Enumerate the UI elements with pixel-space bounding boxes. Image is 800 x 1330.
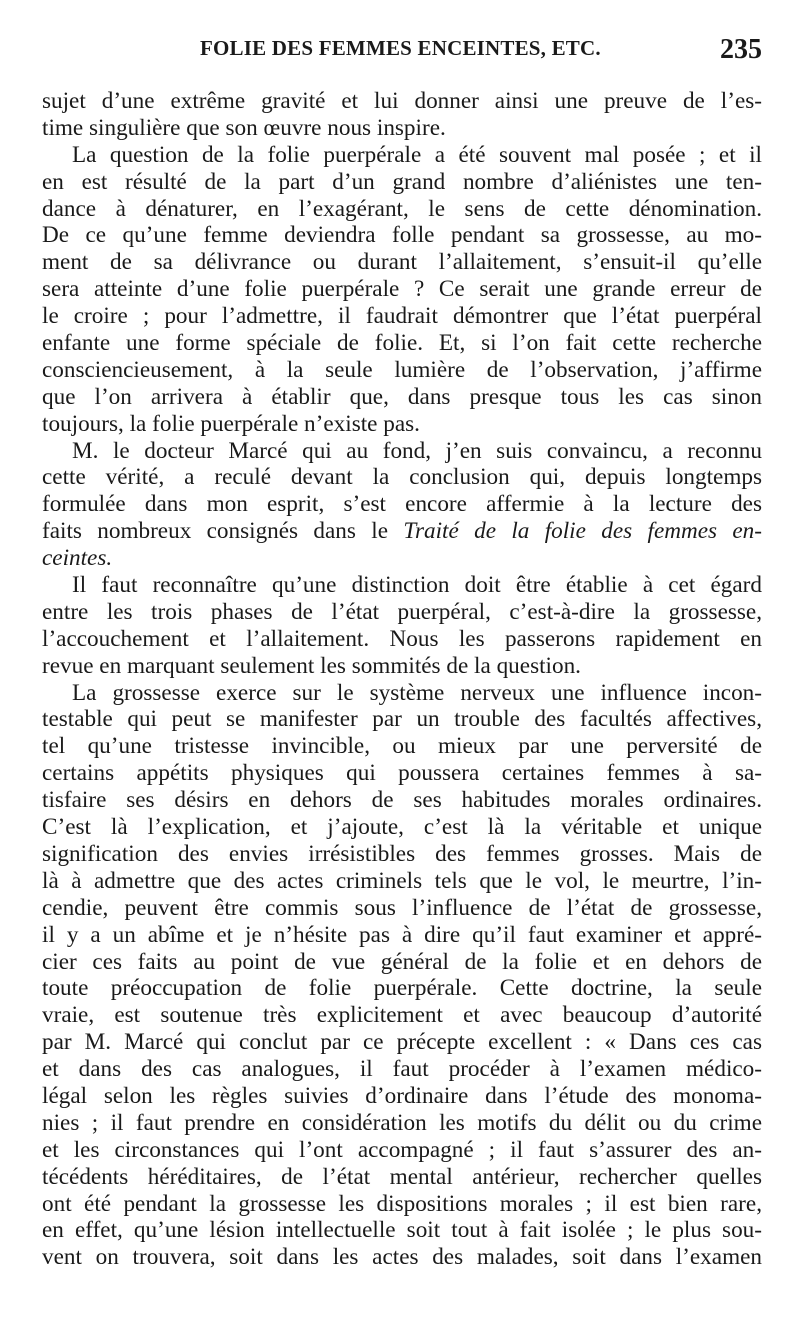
text-line-content: faits nombreux consignés dans le bbox=[42, 518, 404, 545]
text-line bbox=[42, 572, 762, 599]
text-line-content: ment de sa délivrance ou durant l’allaitement, s’ensuit-il qu’elle bbox=[42, 249, 762, 276]
text-line bbox=[42, 653, 762, 680]
text-line-content: en est résulté de la part d’un grand nombre d’aliénistes une ten- bbox=[42, 168, 762, 195]
text-line bbox=[42, 841, 762, 868]
text-line-content: nies ; il faut prendre en considération les motifs du délit ou du crime bbox=[42, 1109, 762, 1136]
text-line bbox=[42, 330, 762, 357]
text-line-content: ont été pendant la grossesse les dispositions morales ; il est bien rare, bbox=[42, 1190, 762, 1217]
text-line-content: enfante une forme spéciale de folie. Et, si l’on fait cette recherche bbox=[42, 330, 762, 357]
text-line-content: toujours, la folie puerpérale n’existe pas. bbox=[42, 410, 420, 437]
text-line-content: técédents héréditaires, de l’état mental antérieur, rechercher quelles bbox=[42, 1163, 762, 1190]
text-line-content: formulée dans mon esprit, s’est encore affermie à la lecture des bbox=[42, 491, 762, 518]
text-line bbox=[42, 706, 762, 733]
text-line bbox=[42, 1164, 762, 1191]
text-line-content: vent on trouvera, soit dans les actes des malades, soit dans l’examen bbox=[42, 1244, 762, 1271]
text-line-content: consciencieusement, à la seule lumière de l’observation, j’affirme bbox=[42, 356, 762, 383]
text-line bbox=[42, 1083, 762, 1110]
page-number: 235 bbox=[720, 34, 762, 65]
text-line bbox=[42, 922, 762, 949]
text-line bbox=[42, 545, 762, 572]
text-line-content: sera atteinte d’une folie puerpérale ? Ce serait une grande erreur de bbox=[42, 276, 762, 303]
text-line bbox=[42, 814, 762, 841]
text-line-content: tel qu’une tristesse invincible, ou mieux par une perversité de bbox=[42, 733, 762, 760]
text-line-content: que l’on arrivera à établir que, dans presque tous les cas sinon bbox=[42, 383, 762, 410]
italic-title: ceintes. bbox=[42, 545, 113, 572]
text-line-content: Il faut reconnaître qu’une distinction doit être établie à cet égard bbox=[72, 572, 762, 599]
text-line bbox=[42, 787, 762, 814]
text-line-content: en effet, qu’une lésion intellectuelle soit tout à fait isolée ; le plus sou- bbox=[42, 1217, 762, 1244]
text-line-content: par M. Marcé qui conclut par ce précepte excellent : « Dans ces cas bbox=[42, 1029, 762, 1056]
text-line-content: C’est là l’explication, et j’ajoute, c’est là la véritable et unique bbox=[42, 814, 762, 841]
text-line-content: De ce qu’une femme deviendra folle pendant sa grossesse, au mo- bbox=[42, 222, 762, 249]
text-line-content: vraie, est soutenue très explicitement et avec beaucoup d’autorité bbox=[42, 1002, 762, 1029]
text-line bbox=[42, 222, 762, 249]
text-line bbox=[42, 733, 762, 760]
text-line bbox=[42, 680, 762, 707]
text-line bbox=[42, 1191, 762, 1218]
text-line-content: entre les trois phases de l’état puerpéral, c’est-à-dire la grossesse, bbox=[42, 598, 762, 625]
text-line bbox=[42, 1002, 762, 1029]
text-line-content: revue en marquant seulement les sommités de la question. bbox=[42, 652, 581, 679]
text-line bbox=[42, 1110, 762, 1137]
text-line bbox=[42, 1137, 762, 1164]
italic-title: Traité de la folie des femmes en- bbox=[403, 518, 762, 545]
text-line-content: le croire ; pour l’admettre, il faudrait démontrer que l’état puerpéral bbox=[42, 303, 762, 330]
text-line-content: signification des envies irrésistibles des femmes grosses. Mais de bbox=[42, 840, 762, 867]
text-line-content: et dans des cas analogues, il faut procéder à l’examen médico- bbox=[42, 1056, 762, 1083]
text-line-content: là à admettre que des actes criminels tels que le vol, le meurtre, l’in- bbox=[42, 867, 762, 894]
text-line bbox=[42, 1244, 762, 1271]
text-line bbox=[42, 115, 762, 142]
running-title: FOLIE DES FEMMES ENCEINTES, ETC. bbox=[200, 36, 601, 60]
text-line-content: l’accouchement et l’allaitement. Nous les passerons rapidement en bbox=[42, 625, 762, 652]
text-line-content: cendie, peuvent être commis sous l’influence de l’état de grossesse, bbox=[42, 894, 762, 921]
text-line bbox=[42, 975, 762, 1002]
running-head bbox=[40, 34, 762, 74]
text-line-content: La question de la folie puerpérale a été souvent mal posée ; et il bbox=[72, 141, 762, 168]
text-line bbox=[42, 464, 762, 491]
text-line bbox=[42, 169, 762, 196]
text-line-content: certains appétits physiques qui poussera certaines femmes à sa- bbox=[42, 760, 762, 787]
text-line bbox=[42, 1056, 762, 1083]
text-line-content: toute préoccupation de folie puerpérale. Cette doctrine, la seule bbox=[42, 975, 762, 1002]
text-line-content: time singulière que son œuvre nous inspire. bbox=[42, 114, 446, 141]
text-line bbox=[42, 88, 762, 115]
text-line-content: cier ces faits au point de vue général de la folie et en dehors de bbox=[42, 948, 762, 975]
text-line-content: cette vérité, a reculé devant la conclusion qui, depuis longtemps bbox=[42, 464, 762, 491]
text-line bbox=[42, 411, 762, 438]
text-line bbox=[42, 357, 762, 384]
text-line-content: sujet d’une extrême gravité et lui donner ainsi une preuve de l’es- bbox=[42, 88, 762, 114]
text-line bbox=[42, 760, 762, 787]
text-line bbox=[42, 868, 762, 895]
text-line-content: légal selon les règles suivies d’ordinaire dans l’étude des monoma- bbox=[42, 1082, 762, 1109]
text-line bbox=[42, 303, 762, 330]
text-line-content: tisfaire ses désirs en dehors de ses habitudes morales ordinaires. bbox=[42, 787, 762, 814]
text-line-content: M. le docteur Marcé qui au fond, j’en suis convaincu, a reconnu bbox=[72, 437, 762, 464]
text-line bbox=[42, 895, 762, 922]
text-line bbox=[42, 518, 762, 545]
body-text bbox=[42, 88, 762, 1271]
text-line bbox=[42, 196, 762, 223]
text-line-content: il y a un abîme et je n’hésite pas à dire qu’il faut examiner et appré- bbox=[42, 921, 762, 948]
text-line bbox=[42, 384, 762, 411]
text-line bbox=[42, 1029, 762, 1056]
text-line bbox=[42, 276, 762, 303]
text-line-content: dance à dénaturer, en l’exagérant, le sens de cette dénomination. bbox=[42, 195, 762, 222]
text-line bbox=[42, 599, 762, 626]
text-line bbox=[42, 249, 762, 276]
text-line-content: testable qui peut se manifester par un trouble des facultés affectives, bbox=[42, 706, 762, 733]
text-line bbox=[42, 491, 762, 518]
text-line-content: et les circonstances qui l’ont accompagné ; il faut s’assurer des an- bbox=[42, 1136, 762, 1163]
text-line-content: La grossesse exerce sur le système nerveux une influence incon- bbox=[72, 679, 762, 706]
text-line bbox=[42, 438, 762, 465]
text-line bbox=[42, 626, 762, 653]
text-line bbox=[42, 1217, 762, 1244]
text-line bbox=[42, 949, 762, 976]
text-line bbox=[42, 142, 762, 169]
